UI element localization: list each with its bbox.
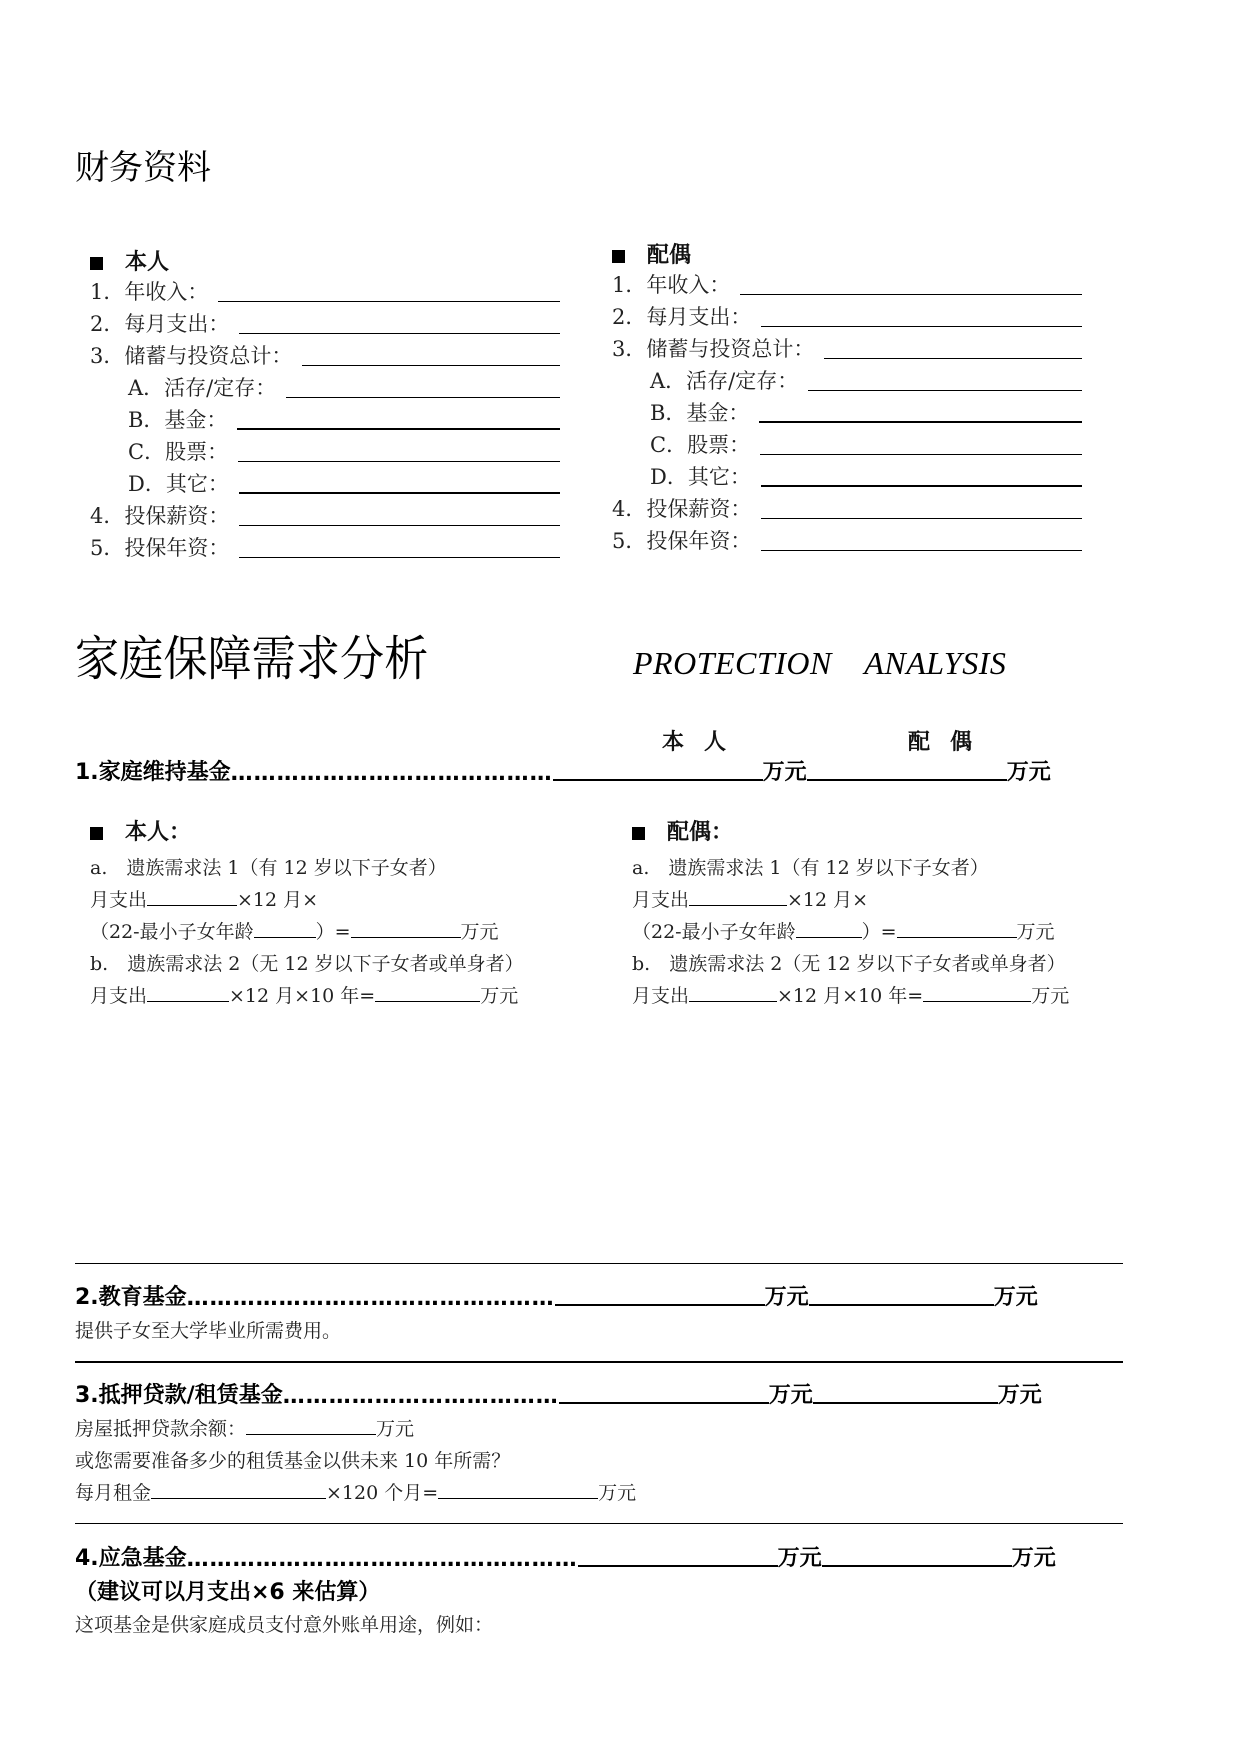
- square-bullet-icon: [632, 827, 645, 840]
- financial-title: 财务资料: [75, 148, 211, 188]
- section-education-fund: 2.教育基金 ………………………………………… 万元 万元: [75, 1285, 1038, 1311]
- mortgage-self-input[interactable]: [559, 1402, 769, 1404]
- spouse-a-age-input[interactable]: [796, 919, 862, 938]
- square-bullet-icon: [612, 250, 625, 263]
- financial-input-line[interactable]: [239, 333, 560, 334]
- self-a-age-input[interactable]: [254, 919, 316, 938]
- financial-row: 5．投保年资：: [90, 532, 560, 564]
- column-header-self: 本人: [662, 730, 747, 755]
- survivor-spouse-block: 配偶： a. 遗族需求法 1（有 12 岁以下子女者） 月支出 ×12 月× （22-最小子女年龄 ）= 万元 b. 遗族需求法 2（无 12 岁以下子女者或单身者） 月支出 ×12 月×10 年= 万元: [632, 820, 1070, 1007]
- self-b-monthly-input[interactable]: [147, 983, 229, 1002]
- spouse-heading: 配偶: [612, 238, 1082, 269]
- financial-row: 3．储蓄与投资总计：: [612, 333, 1082, 365]
- financial-row: C．股票：: [90, 436, 560, 468]
- column-header-spouse: 配偶: [908, 730, 993, 755]
- spouse-financial-block: [612, 238, 1082, 557]
- financial-row: 4．投保薪资：: [612, 493, 1082, 525]
- financial-row: 1．年收入：: [612, 269, 1082, 301]
- divider: [75, 1523, 1123, 1524]
- spouse-b-result-input[interactable]: [923, 983, 1031, 1002]
- family-fund-spouse-input[interactable]: [807, 779, 1007, 781]
- self-a-monthly-input[interactable]: [147, 887, 237, 906]
- section-family-fund: 1.家庭维持基金 …………………………………… 万元 万元: [75, 760, 1051, 786]
- financial-input-line[interactable]: [237, 428, 560, 430]
- financial-row: A．活存/定存：: [90, 372, 560, 404]
- financial-input-line[interactable]: [761, 326, 1082, 327]
- financial-row: D．其它：: [612, 461, 1082, 493]
- financial-input-line[interactable]: [740, 294, 1082, 295]
- family-fund-self-input[interactable]: [553, 779, 763, 781]
- financial-input-line[interactable]: [760, 454, 1082, 455]
- emergency-self-input[interactable]: [578, 1565, 778, 1567]
- financial-row: 3．储蓄与投资总计：: [90, 340, 560, 372]
- financial-input-line[interactable]: [302, 365, 560, 366]
- financial-input-line[interactable]: [239, 525, 560, 526]
- spouse-b-monthly-input[interactable]: [689, 983, 777, 1002]
- mortgage-balance-input[interactable]: [246, 1416, 376, 1435]
- financial-row: A．活存/定存：: [612, 365, 1082, 397]
- rent-total-input[interactable]: [438, 1480, 598, 1499]
- education-spouse-input[interactable]: [809, 1304, 994, 1306]
- financial-row: 5．投保年资：: [612, 525, 1082, 557]
- self-b-result-input[interactable]: [375, 983, 480, 1002]
- survivor-spouse-heading: 配偶：: [667, 820, 734, 845]
- education-self-input[interactable]: [555, 1304, 765, 1306]
- mortgage-spouse-input[interactable]: [813, 1402, 998, 1404]
- analysis-title-en: PROTECTION ANALYSIS: [633, 645, 1007, 681]
- financial-input-line[interactable]: [824, 358, 1082, 359]
- section-emergency-fund: 4.应急基金 …………………………………………… 万元 万元: [75, 1546, 1056, 1572]
- education-note: 提供子女至大学毕业所需费用。: [75, 1320, 342, 1342]
- emergency-spouse-input[interactable]: [822, 1565, 1012, 1567]
- monthly-rent-input[interactable]: [151, 1480, 326, 1499]
- mortgage-details: 房屋抵押贷款余额： 万元 或您需要准备多少的租赁基金以供未来 10 年所需？ 每月租金 ×120 个月= 万元: [75, 1418, 637, 1504]
- financial-row: B．基金：: [612, 397, 1082, 429]
- financial-input-line[interactable]: [239, 492, 560, 494]
- analysis-title: 家庭保障需求分析: [75, 631, 429, 687]
- emergency-note: 这项基金是供家庭成员支付意外账单用途，例如：: [75, 1614, 494, 1636]
- financial-row: C．股票：: [612, 429, 1082, 461]
- financial-row: B．基金：: [90, 404, 560, 436]
- self-a-result-input[interactable]: [351, 919, 461, 938]
- financial-input-line[interactable]: [761, 550, 1082, 551]
- financial-input-line[interactable]: [218, 301, 560, 302]
- spouse-a-result-input[interactable]: [897, 919, 1017, 938]
- financial-input-line[interactable]: [761, 485, 1082, 487]
- self-financial-block: [90, 245, 560, 564]
- financial-row: D．其它：: [90, 468, 560, 500]
- financial-input-line[interactable]: [759, 421, 1082, 423]
- section-mortgage-fund: 3.抵押贷款/租赁基金 ……………………………… 万元 万元: [75, 1383, 1042, 1409]
- financial-row: 2．每月支出：: [90, 308, 560, 340]
- survivor-self-block: 本人： a. 遗族需求法 1（有 12 岁以下子女者） 月支出 ×12 月× （22-最小子女年龄 ）= 万元 b. 遗族需求法 2（无 12 岁以下子女者或单身者） 月支出 ×12 月×10 年= 万元: [90, 820, 524, 1007]
- financial-input-line[interactable]: [238, 461, 560, 462]
- survivor-self-heading: 本人：: [125, 820, 192, 845]
- emergency-subtitle: （建议可以月支出×6 来估算）: [75, 1580, 381, 1605]
- financial-row: 4．投保薪资：: [90, 500, 560, 532]
- financial-input-line[interactable]: [239, 557, 560, 558]
- financial-input-line[interactable]: [286, 397, 560, 398]
- financial-row: 1．年收入：: [90, 276, 560, 308]
- self-heading: 本人: [90, 245, 560, 276]
- financial-input-line[interactable]: [761, 518, 1082, 519]
- square-bullet-icon: [90, 827, 103, 840]
- divider: [75, 1361, 1123, 1363]
- divider: [75, 1263, 1123, 1264]
- spouse-a-monthly-input[interactable]: [689, 887, 787, 906]
- financial-row: 2．每月支出：: [612, 301, 1082, 333]
- financial-input-line[interactable]: [808, 390, 1082, 391]
- square-bullet-icon: [90, 257, 103, 270]
